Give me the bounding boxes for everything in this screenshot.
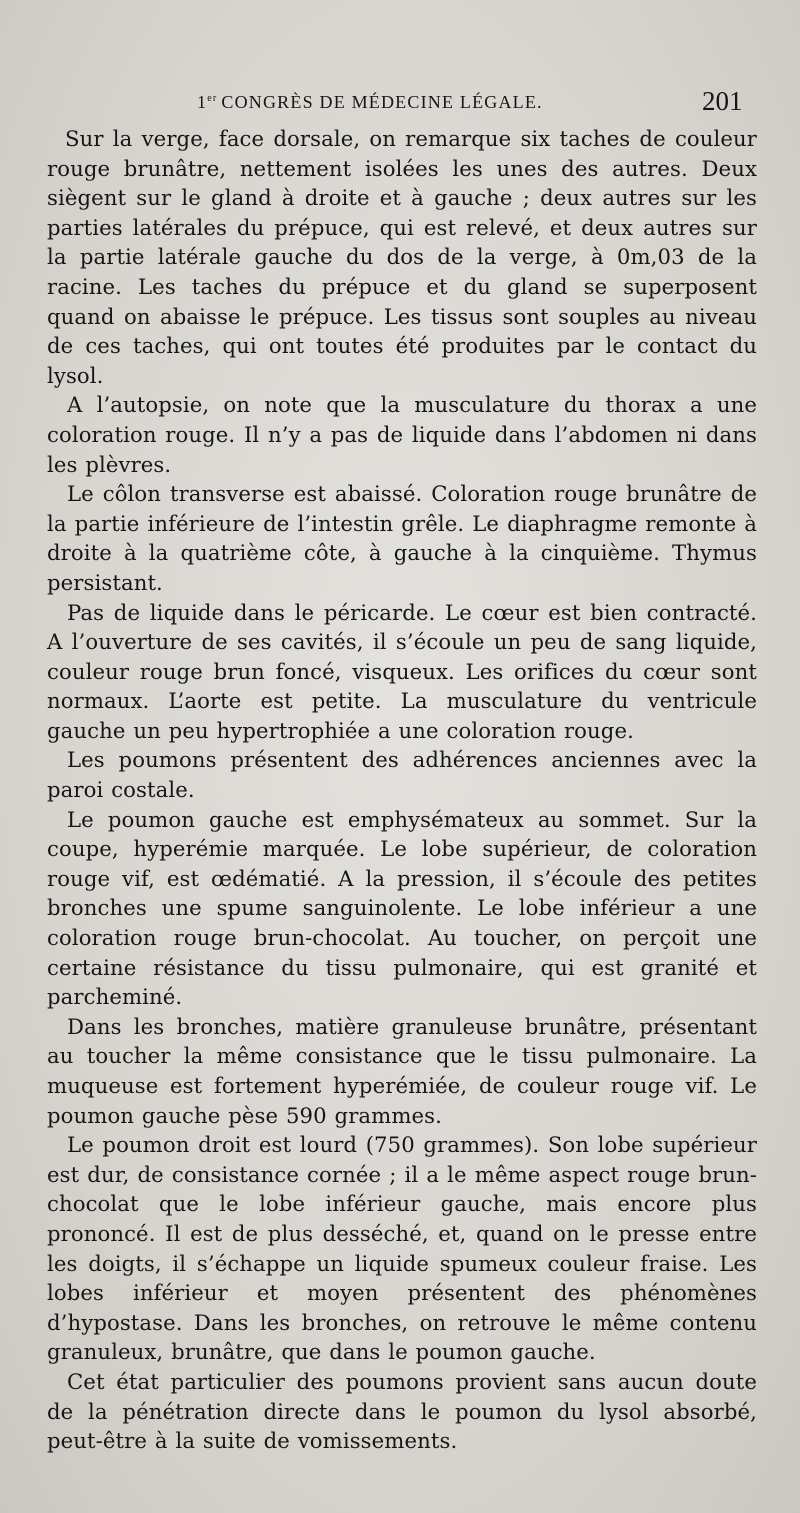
ordinal-number: 1 xyxy=(197,92,208,112)
body-text xyxy=(47,124,757,1456)
paragraph-pericarde: Pas de liquide dans le péricarde. Le cœur est bien contracté. A l’ouverture de ses cavités, il s’écoule un peu de sang liquide, couleur rouge brun foncé, visqueux. Les orifices du cœur sont normaux. L’aorte est petite. La musculature du ventricule gauche un peu hypertrophiée a une coloration rouge. xyxy=(47,599,757,743)
page-number: 201 xyxy=(702,86,743,116)
paragraph-poumon-droit: Le poumon droit est lourd (750 grammes). Son lobe supérieur est dur, de consistance cornée ; il a le même aspect rouge brun-chocolat que le lobe inférieur gauche, mais encore plus prononcé. Il est de plus desséché, et, quand on le presse entre les doigts, il s’échappe un liquide spumeux couleur fraise. Les lobes inférieur et moyen présentent des phénomènes d’hypostase. Dans les bronches, on retrouve le même contenu granuleux, brunâtre, que dans le poumon gauche. xyxy=(47,1132,757,1365)
ordinal-suffix: er xyxy=(207,93,218,104)
header-title: CONGRÈS DE MÉDECINE LÉGALE. xyxy=(221,92,543,112)
paragraph-bronches: Dans les bronches, matière granuleuse brunâtre, présentant au toucher la même consistance que le tissu pulmonaire. La muqueuse est fortement hyperémiée, de couleur rouge vif. Le poumon gauche pèse 590 grammes. xyxy=(47,1013,757,1128)
paragraph-poumon-gauche: Le poumon gauche est emphysémateux au sommet. Sur la coupe, hyperémie marquée. Le lobe supérieur, de coloration rouge vif, est œdématié. A la pression, il s’écoule des petites bronches une spume sanguinolente. Le lobe inférieur a une coloration rouge brun-chocolat. Au toucher, on perçoit une certaine résistance du tissu pulmonaire, qui est granité et parcheminé. xyxy=(47,806,757,1010)
running-title xyxy=(197,92,543,113)
page-header xyxy=(0,88,800,120)
paragraph-poumons: Les poumons présentent des adhérences anciennes avec la paroi costale. xyxy=(47,747,757,803)
paragraph-conclusion: Cet état particulier des poumons provient sans aucun doute de la pénétration directe dans le poumon du lysol absorbé, peut-être à la suite de vomissements. xyxy=(47,1368,757,1454)
paragraph-colon: Le côlon transverse est abaissé. Coloration rouge brunâtre de la partie inférieure de l’intestin grêle. Le diaphragme remonte à droite à la quatrième côte, à gauche à la cinquième. Thymus persistant. xyxy=(47,481,757,595)
paragraph-verge: Sur la verge, face dorsale, on remarque six taches de couleur rouge brunâtre, nettement isolées les unes des autres. Deux siègent sur le gland à droite et à gauche ; deux autres sur les parties latérales du prépuce, qui est relevé, et deux autres sur la partie latérale gauche du dos de la verge, à 0m,03 de la racine. Les taches du prépuce et du gland se superposent quand on abaisse le prépuce. Les tissus sont souples au niveau de ces taches, qui ont toutes été produites par le contact du lysol. xyxy=(47,126,757,388)
paragraph-autopsie: A l’autopsie, on note que la musculature du thorax a une coloration rouge. Il n’y a pas de liquide dans l’abdomen ni dans les plèvres. xyxy=(47,392,757,477)
